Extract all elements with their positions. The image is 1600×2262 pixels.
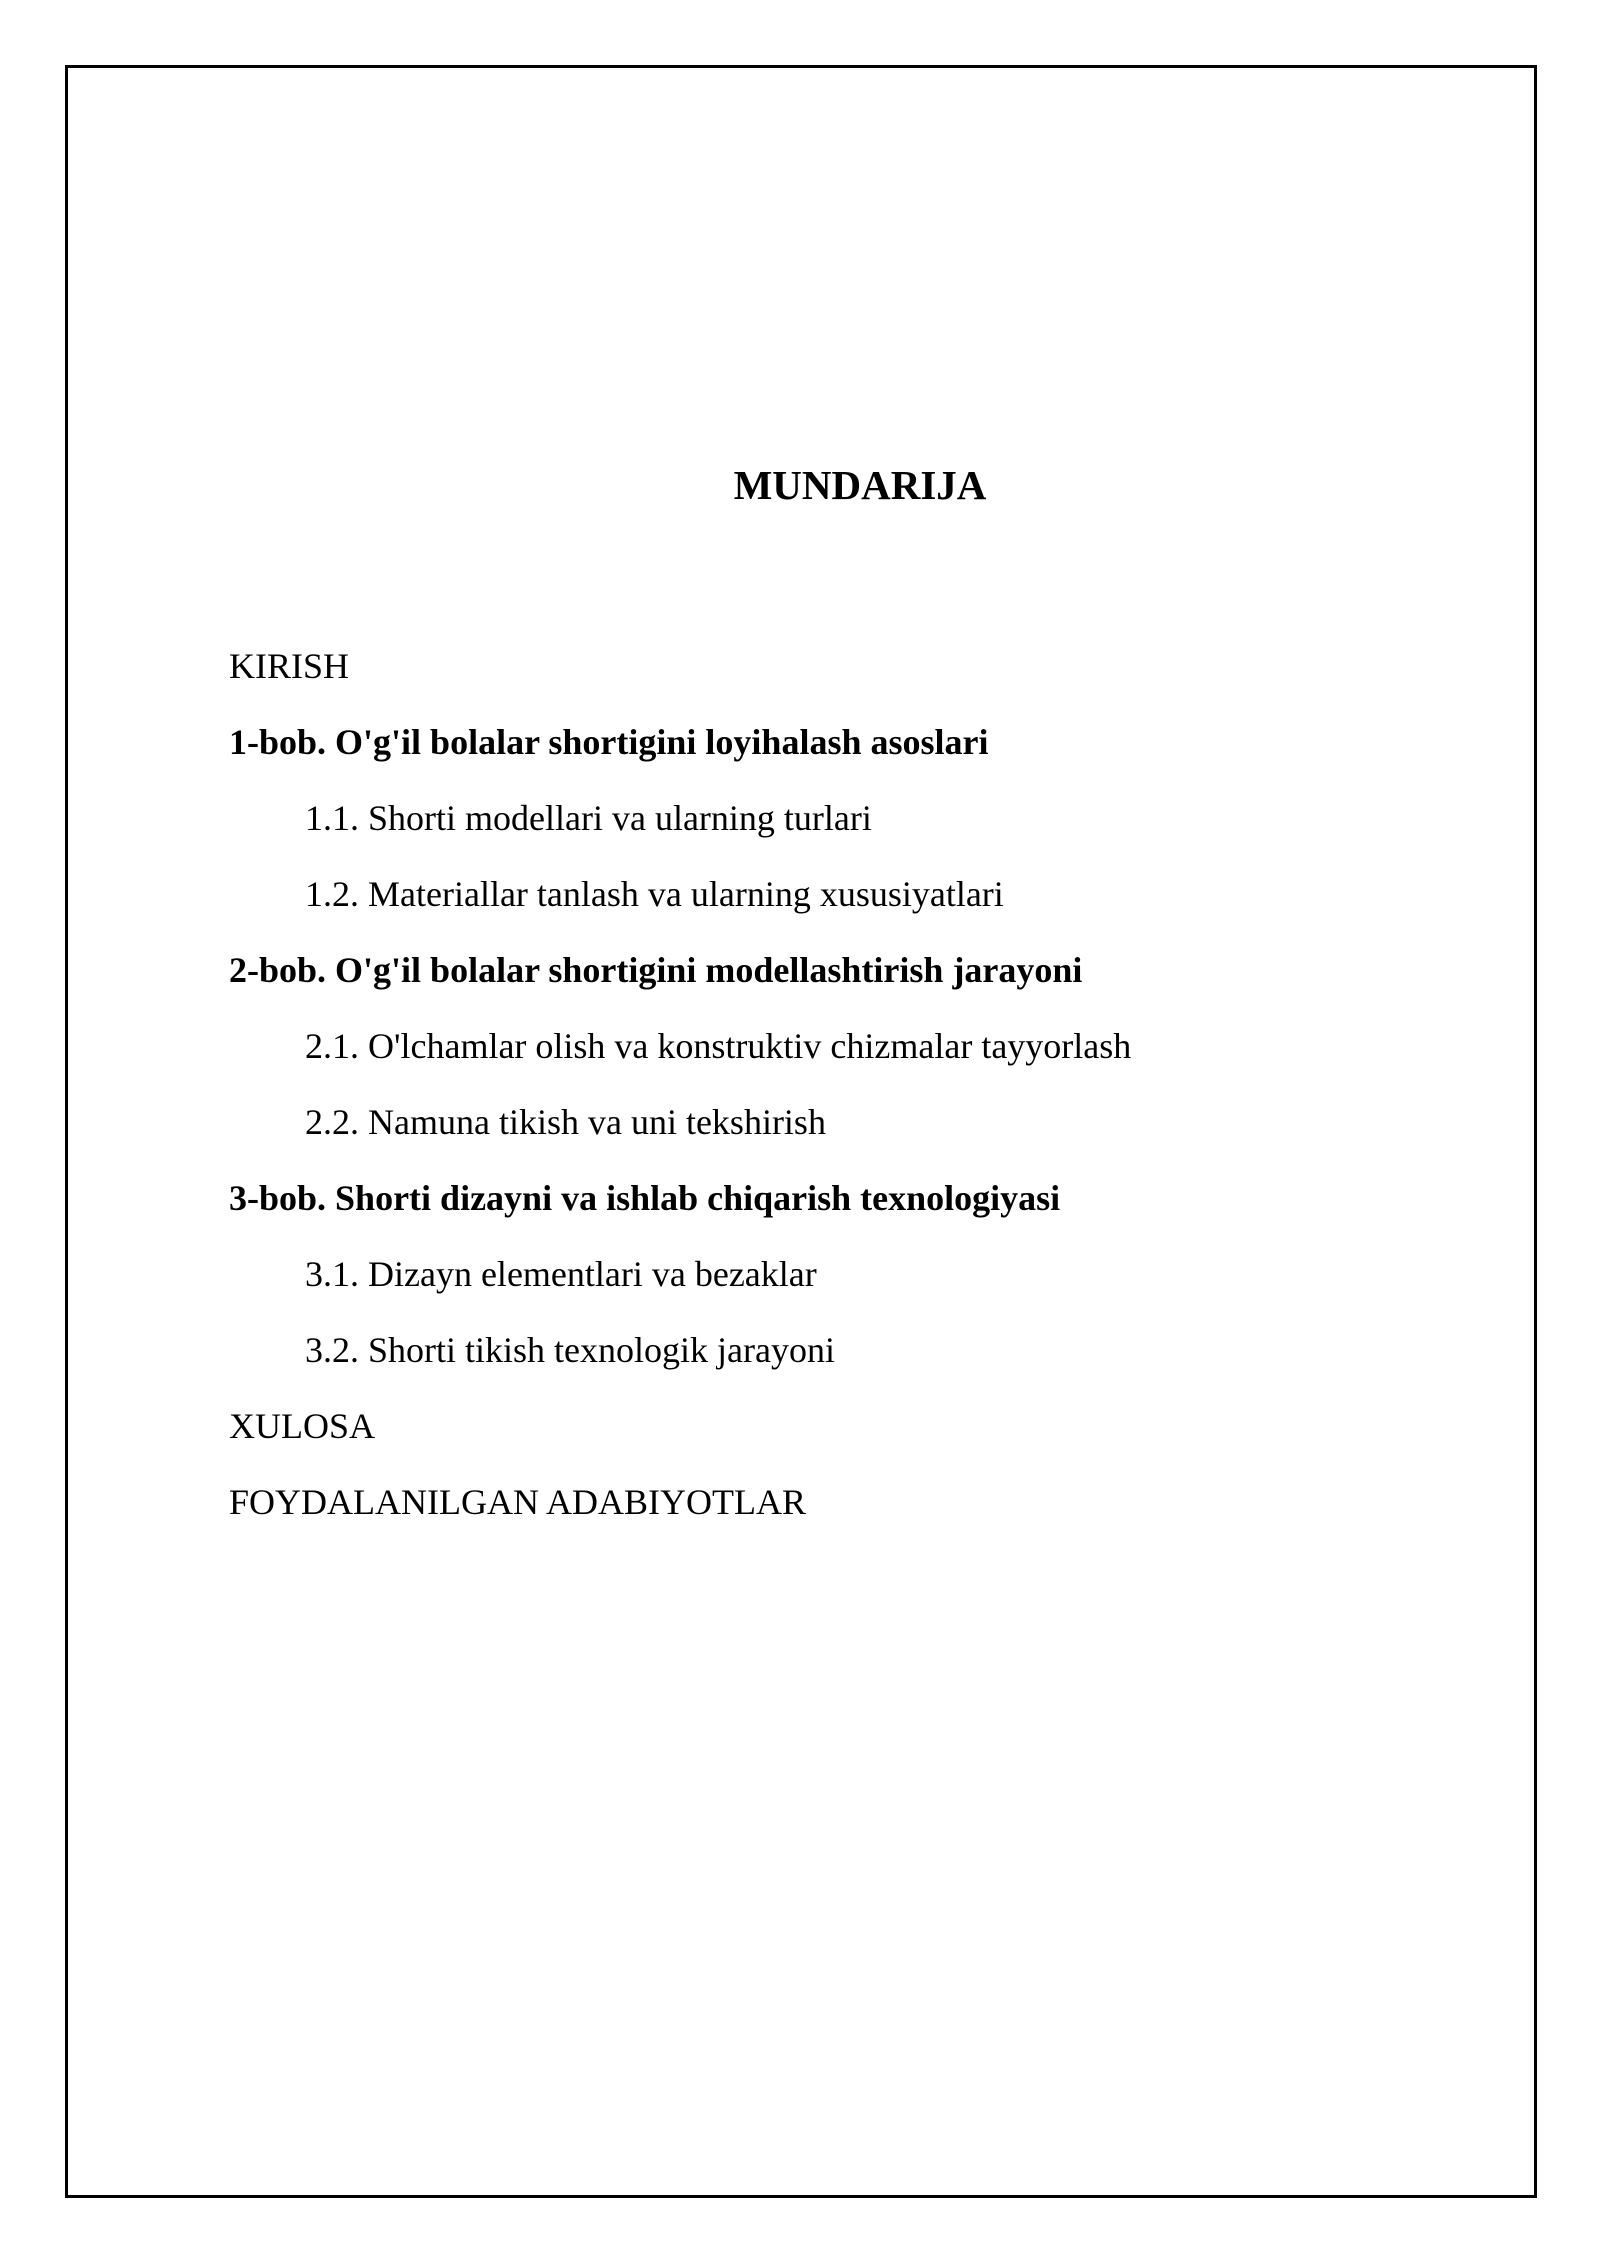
- toc-item-section-3-1: 3.1. Dizayn elementlari va bezaklar: [305, 1254, 817, 1294]
- table-of-contents: [229, 640, 1131, 1552]
- toc-item-section-3-2: 3.2. Shorti tikish texnologik jarayoni: [305, 1330, 835, 1370]
- page-title: MUNDARIJA: [733, 462, 987, 508]
- toc-item-section-2-1: 2.1. O'lchamlar olish va konstruktiv chizmalar tayyorlash: [305, 1026, 1132, 1066]
- toc-item-chapter-3: 3-bob. Shorti dizayni va ishlab chiqarish texnologiyasi: [229, 1178, 1061, 1218]
- toc-item-section-1-2: 1.2. Materiallar tanlash va ularning xususiyatlari: [305, 874, 1004, 914]
- toc-item-references: FOYDALANILGAN ADABIYOTLAR: [229, 1482, 806, 1522]
- toc-item-chapter-1: 1-bob. O'g'il bolalar shortigini loyihalash asoslari: [229, 722, 989, 762]
- toc-item-intro: KIRISH: [229, 646, 350, 686]
- toc-item-chapter-2: 2-bob. O'g'il bolalar shortigini modellashtirish jarayoni: [229, 950, 1083, 990]
- toc-item-section-2-2: 2.2. Namuna tikish va uni tekshirish: [305, 1102, 826, 1142]
- toc-item-conclusion: XULOSA: [229, 1406, 376, 1446]
- toc-item-section-1-1: 1.1. Shorti modellari va ularning turlari: [305, 798, 872, 838]
